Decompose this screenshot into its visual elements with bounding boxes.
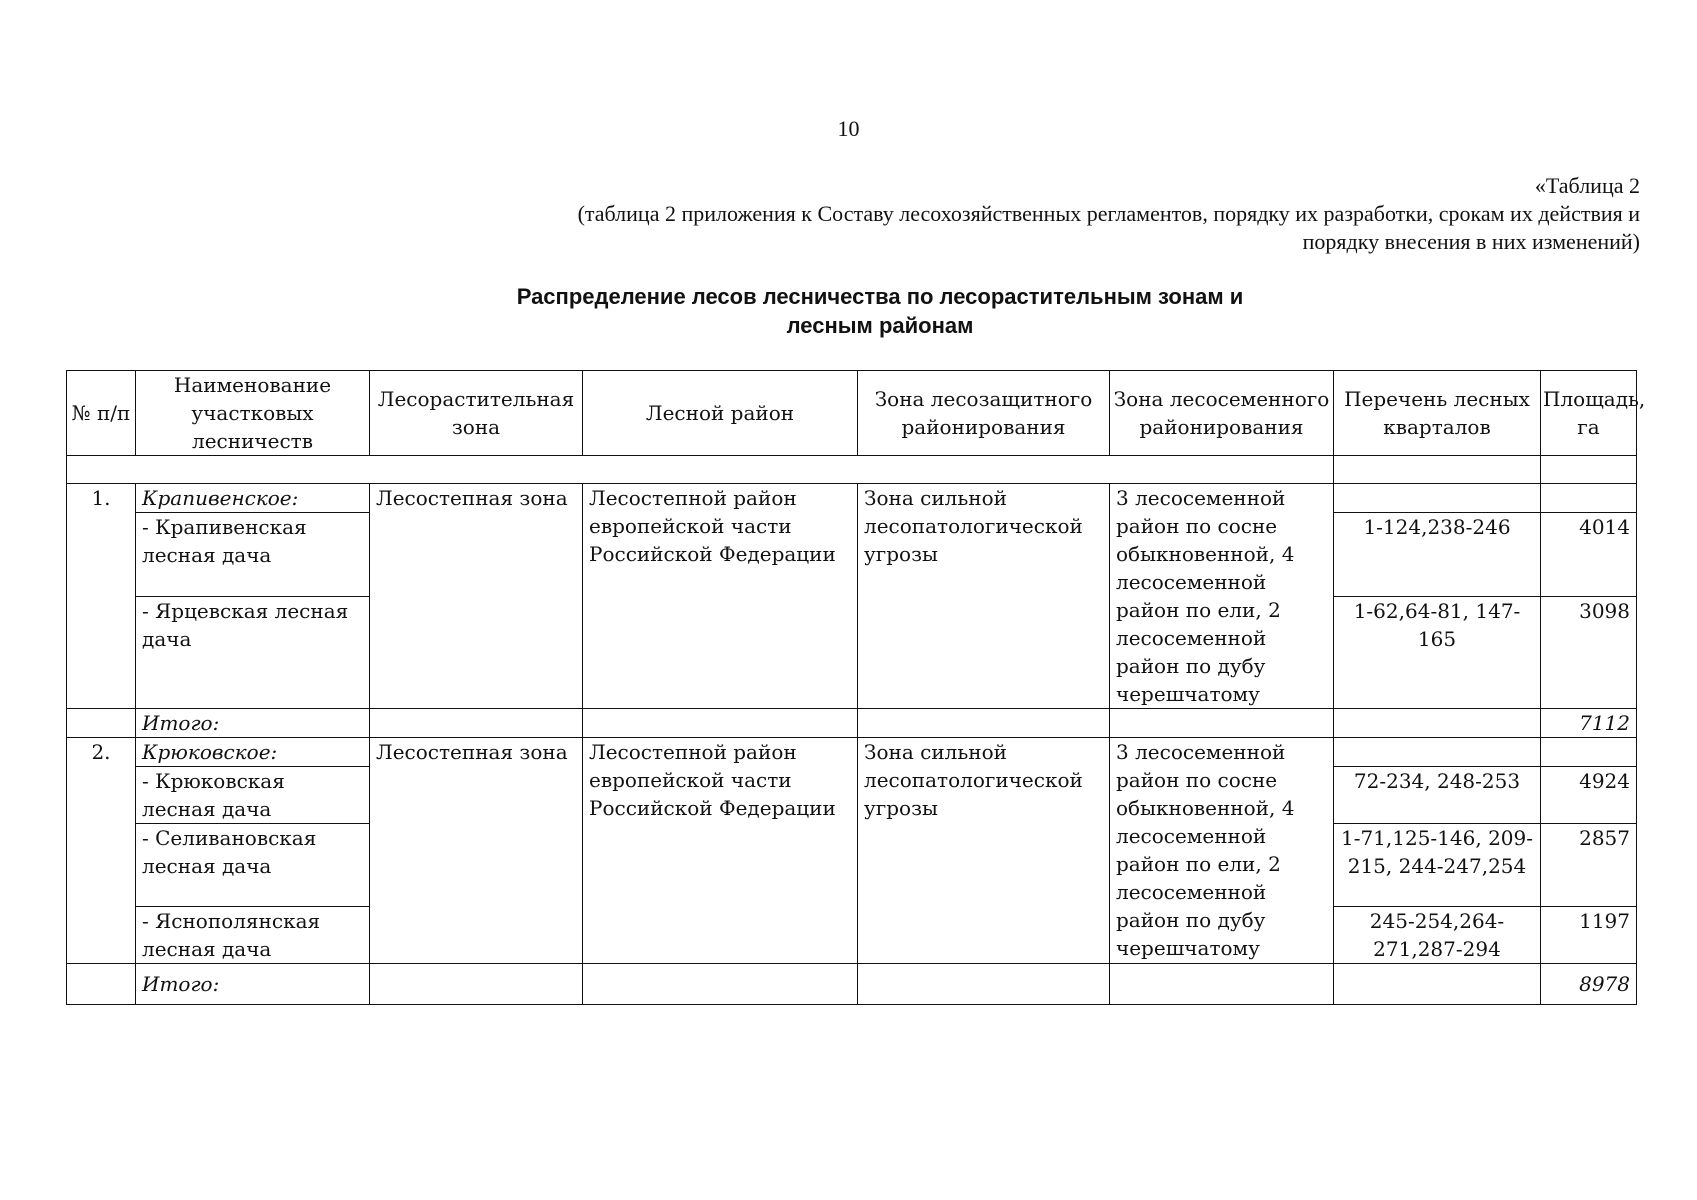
page-number: 10 — [837, 116, 860, 141]
caption-line-2: (таблица 2 приложения к Составу лесохозяйственных регламентов, порядку их разработки, срокам их действия и — [577, 201, 1640, 226]
table-row — [67, 738, 1637, 767]
quarters-cell: 1-71,125-146, 209-215, 244-247,254 — [1334, 824, 1541, 907]
quarters-cell: 1-124,238-246 — [1334, 513, 1541, 597]
dacha-name: - Селивановская лесная дача — [136, 824, 370, 907]
total-label: Итого: — [136, 964, 370, 1005]
spacer-row — [67, 456, 1637, 484]
district-cell: Лесостепной район европейской части Российской Федерации — [583, 738, 858, 964]
header-protect: Зона лесозащитного районирования — [858, 371, 1110, 456]
quarters-cell: 245-254,264-271,287-294 — [1334, 907, 1541, 964]
header-name: Наименование участковых лесничеств — [136, 371, 370, 456]
title-line-2: лесным районам — [786, 313, 974, 338]
dacha-name: - Ярцевская лесная дача — [136, 596, 370, 708]
forest-distribution-table — [66, 370, 1646, 1005]
quarters-cell: 1-62,64-81, 147-165 — [1334, 596, 1541, 708]
area-cell: 3098 — [1541, 596, 1637, 708]
area-cell: 1197 — [1541, 907, 1637, 964]
caption-line-1: «Таблица 2 — [1534, 173, 1640, 198]
dacha-name: - Крапивенская лесная дача — [136, 513, 370, 597]
header-quarters: Перечень лесных кварталов — [1334, 371, 1541, 456]
forestry-name: Крапивенское: — [136, 484, 370, 513]
header-row — [67, 371, 1637, 456]
header-seed: Зона лесосеменного районирования — [1110, 371, 1334, 456]
area-cell: 4014 — [1541, 513, 1637, 597]
total-area: 7112 — [1541, 709, 1637, 738]
row-number: 2. — [67, 738, 136, 964]
protect-cell: Зона сильной лесопатологической угрозы — [858, 738, 1110, 964]
header-area: Площадь, га — [1541, 371, 1637, 456]
zone-cell: Лесостепная зона — [370, 738, 583, 964]
total-row — [67, 709, 1637, 738]
seed-cell: 3 лесосеменной район по сосне обыкновенной, 4 лесосеменной район по ели, 2 лесосеменной район по дубу черешчатому — [1110, 738, 1334, 964]
forestry-name: Крюковское: — [136, 738, 370, 767]
district-cell: Лесостепной район европейской части Российской Федерации — [583, 484, 858, 709]
title-line-1: Распределение лесов лесничества по лесорастительным зонам и — [516, 284, 1244, 309]
caption-line-3: порядку внесения в них изменений) — [1302, 229, 1640, 254]
zone-cell: Лесостепная зона — [370, 484, 583, 709]
area-cell: 4924 — [1541, 767, 1637, 824]
quarters-cell: 72-234, 248-253 — [1334, 767, 1541, 824]
header-num: № п/п — [67, 371, 136, 456]
header-zone: Лесорастительная зона — [370, 371, 583, 456]
table-row — [67, 484, 1637, 513]
total-area: 8978 — [1541, 964, 1637, 1005]
dacha-name: - Яснополянская лесная дача — [136, 907, 370, 964]
protect-cell: Зона сильной лесопатологической угрозы — [858, 484, 1110, 709]
seed-cell: 3 лесосеменной район по сосне обыкновенной, 4 лесосеменной район по ели, 2 лесосеменной район по дубу черешчатому — [1110, 484, 1334, 709]
row-number: 1. — [67, 484, 136, 709]
table-caption — [340, 172, 1640, 256]
area-cell: 2857 — [1541, 824, 1637, 907]
document-title — [440, 282, 1320, 340]
total-label: Итого: — [136, 709, 370, 738]
header-district: Лесной район — [583, 371, 858, 456]
total-row — [67, 964, 1637, 1005]
dacha-name: - Крюковская лесная дача — [136, 767, 370, 824]
